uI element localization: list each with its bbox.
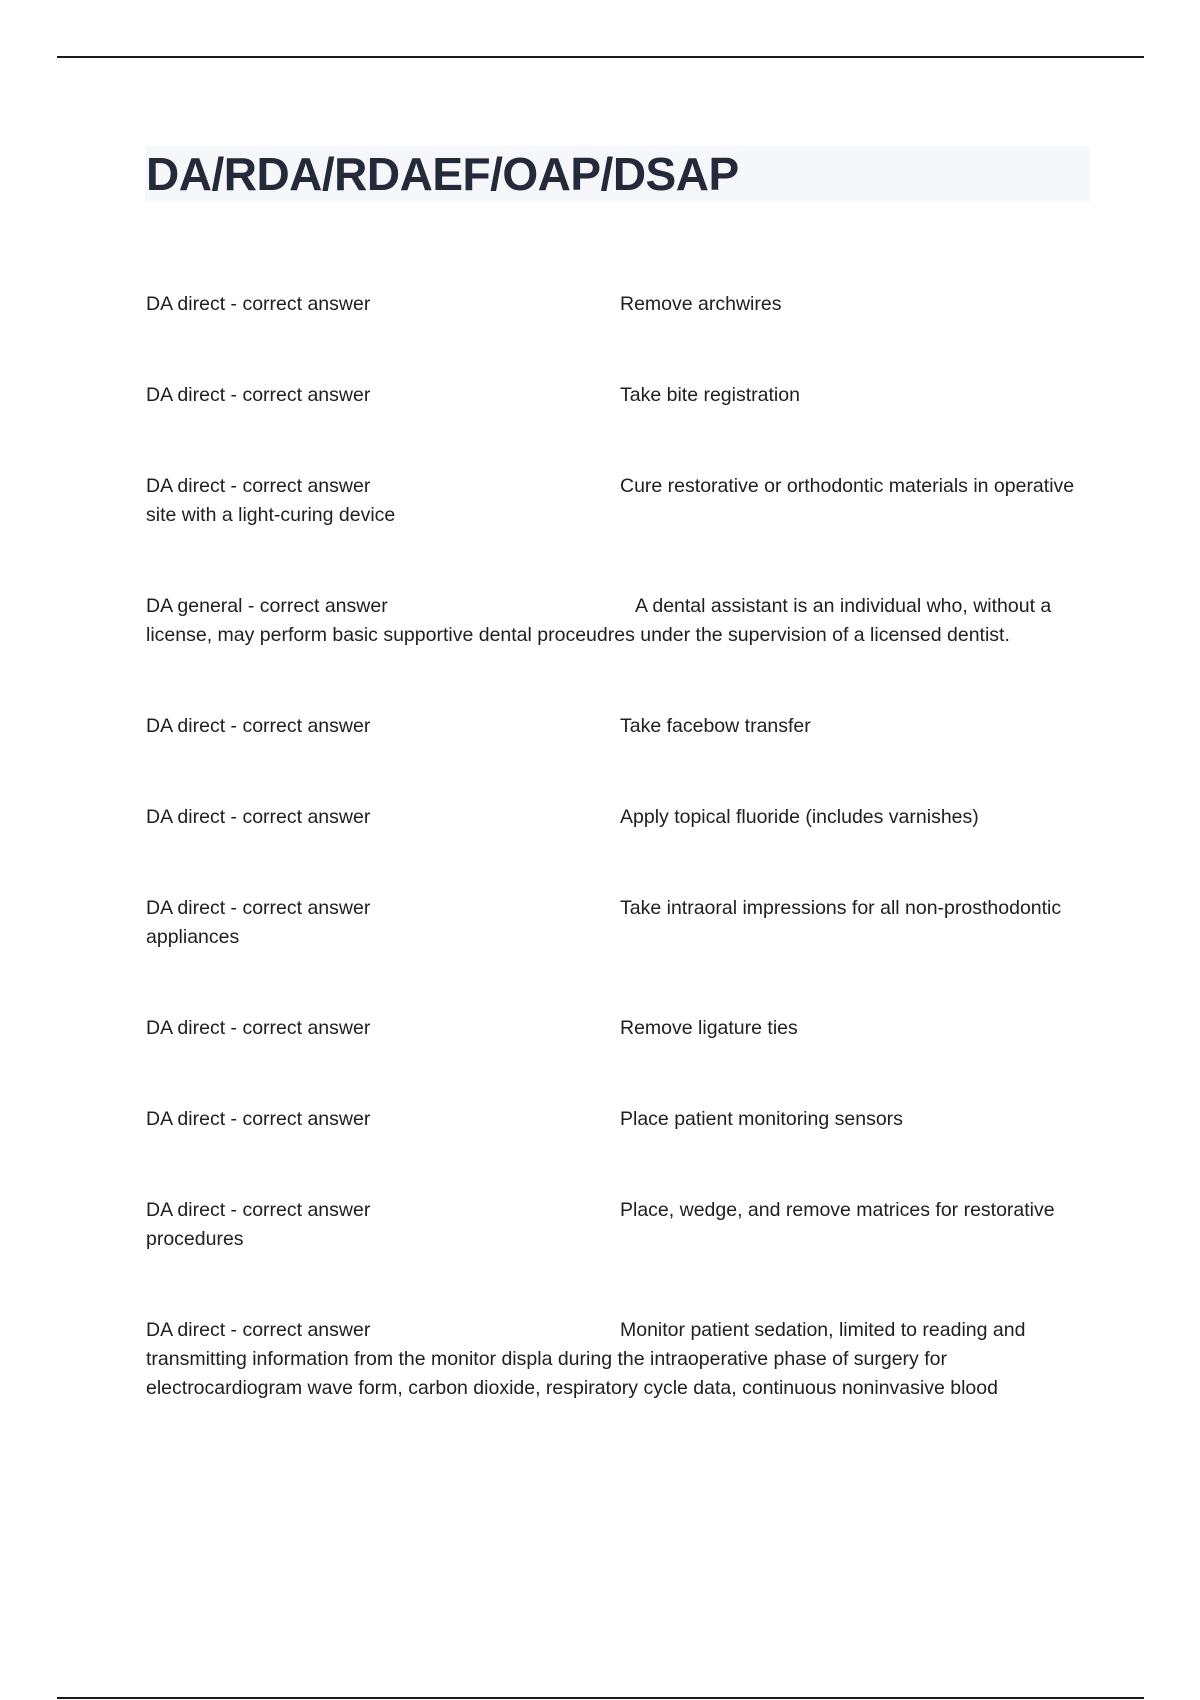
flashcard bbox=[146, 592, 1091, 650]
top-rule bbox=[57, 56, 1144, 58]
flashcard bbox=[146, 290, 1091, 319]
card-term: DA direct - correct answer bbox=[146, 1108, 371, 1130]
card-definition: A dental assistant is an individual who, without a license, may perform basic supportive dental proceudres under the supervision of a licensed dentist. bbox=[146, 595, 1052, 646]
card-term: DA general - correct answer bbox=[146, 595, 388, 617]
card-term: DA direct - correct answer bbox=[146, 715, 371, 737]
card-term: DA direct - correct answer bbox=[146, 897, 371, 919]
card-definition: Monitor patient sedation, limited to reading and transmitting information from the monitor displa during the intraoperative phase of surgery for electrocardiogram wave form, carbon dioxide, respiratory cycle data, continuous noninvasive blood bbox=[146, 1319, 1026, 1399]
flashcard bbox=[146, 1105, 1091, 1134]
document-title: DA/RDA/RDAEF/OAP/DSAP bbox=[146, 148, 739, 200]
card-definition: Place patient monitoring sensors bbox=[620, 1108, 903, 1130]
bottom-rule bbox=[57, 1697, 1144, 1699]
card-definition: Take intraoral impressions for all non-prosthodontic appliances bbox=[146, 897, 1062, 948]
flashcard bbox=[146, 381, 1091, 410]
card-term: DA direct - correct answer bbox=[146, 1017, 371, 1039]
card-term: DA direct - correct answer bbox=[146, 1319, 371, 1341]
card-definition: Remove ligature ties bbox=[620, 1017, 798, 1039]
card-definition: Remove archwires bbox=[620, 293, 782, 315]
flashcard bbox=[146, 894, 1091, 952]
card-definition: Take bite registration bbox=[620, 384, 800, 406]
card-term: DA direct - correct answer bbox=[146, 475, 371, 497]
flashcard bbox=[146, 1316, 1091, 1403]
card-term: DA direct - correct answer bbox=[146, 293, 371, 315]
card-term: DA direct - correct answer bbox=[146, 806, 371, 828]
card-definition: Place, wedge, and remove matrices for restorative procedures bbox=[146, 1199, 1055, 1250]
flashcard bbox=[146, 1196, 1091, 1254]
flashcard bbox=[146, 803, 1091, 832]
card-term: DA direct - correct answer bbox=[146, 1199, 371, 1221]
flashcard bbox=[146, 712, 1091, 741]
card-definition: Take facebow transfer bbox=[620, 715, 811, 737]
card-term: DA direct - correct answer bbox=[146, 384, 371, 406]
flashcard bbox=[146, 1014, 1091, 1043]
flashcard bbox=[146, 472, 1091, 530]
card-definition: Cure restorative or orthodontic materials in operative site with a light-curing device bbox=[146, 475, 1075, 526]
card-definition: Apply topical fluoride (includes varnishes) bbox=[620, 806, 979, 828]
